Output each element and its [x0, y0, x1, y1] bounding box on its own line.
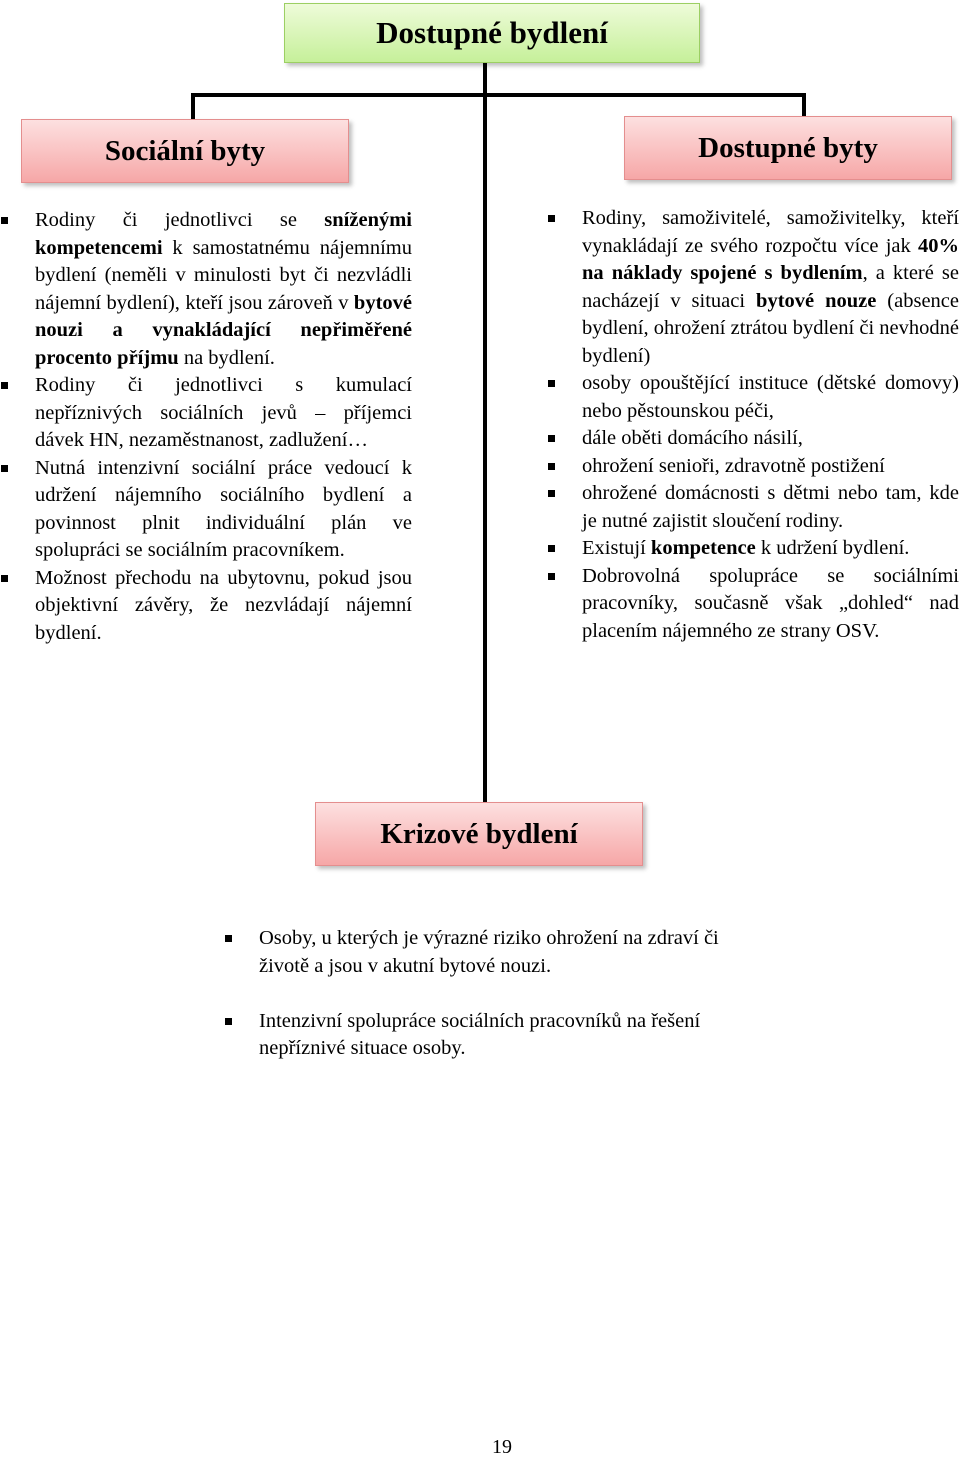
text-segment: Nutná intenzivní sociální práce vedoucí k udržení nájemního sociálního bydlení a povinnost plnit individuální plán ve spolupráci se sociálním pracovníkem. — [35, 456, 412, 561]
crisis-housing-title: Krizové bydlení — [380, 817, 578, 850]
list-item — [224, 925, 724, 980]
bold-text: 40% na náklady spojené s bydlením — [582, 234, 959, 284]
social-flats-title: Sociální byty — [104, 134, 266, 167]
text-segment: Dobrovolná spolupráce se sociálními pracovníky, současně však „dohled“ nad placením nájemného ze strany OSV. — [582, 564, 959, 642]
crisis-housing-box — [315, 802, 643, 866]
text-segment: Rodiny, samoživitelé, samoživitelky, kteří vynakládají ze svého rozpočtu více jak — [582, 207, 959, 257]
text-segment: Rodiny či jednotlivci s kumulací nepříznivých sociálních jevů – příjemci dávek HN, nezaměstnanost, zadlužení… — [35, 374, 412, 451]
text-segment: k udržení bydlení. — [755, 537, 910, 559]
connector-center-trunk — [483, 93, 487, 803]
list-item — [547, 425, 959, 453]
social-flats-box — [21, 119, 349, 183]
text-segment: , a které se nacházejí v situaci — [582, 262, 959, 312]
bold-text: bytové nouze — [756, 289, 877, 312]
text-segment: (absence bydlení, ohrožení ztrátou bydlení či nevhodné bydlení) — [582, 289, 960, 367]
connector-horizontal-bar — [191, 93, 806, 97]
affordable-flats-title: Dostupné byty — [698, 131, 878, 164]
list-item — [0, 455, 412, 565]
text-segment: ohrožení senioři, zdravotně postižení — [582, 454, 885, 477]
connector-right-drop — [802, 93, 806, 117]
text-segment: ohrožené domácnosti s dětmi nebo tam, kde je nutné zajistit sloučení rodiny. — [582, 482, 959, 532]
connector-top-stem — [483, 63, 487, 95]
text-segment: osoby opouštějící instituce (dětské domovy) nebo pěstounskou péči, — [582, 372, 959, 422]
list-item — [547, 480, 959, 535]
text-segment: Osoby, u kterých je výrazné riziko ohrožení na zdraví či životě a jsou v akutní bytové nouzi. — [259, 927, 719, 977]
bold-text: sníženými kompetencemi — [35, 209, 412, 259]
list-item — [547, 535, 959, 563]
affordable-flats-box — [624, 116, 952, 180]
text-segment: na bydlení. — [178, 346, 275, 369]
root-title: Dostupné bydlení — [376, 15, 608, 50]
list-item — [0, 372, 412, 455]
bold-text: bytové nouzi a vynakládající nepřiměřené procento příjmu — [35, 291, 412, 369]
list-item — [547, 563, 959, 646]
list-item — [547, 205, 959, 370]
list-item — [0, 207, 412, 372]
affordable-flats-criteria-list — [547, 205, 959, 645]
connector-left-drop — [191, 93, 195, 120]
text-segment: k samostatnému nájemnímu bydlení (neměli v minulosti byt či nezvládli nájemní bydlení), kteří jsou zároveň v — [35, 236, 412, 314]
text-segment: Intenzivní spolupráce sociálních pracovníků na řešení nepříznivé situace osoby. — [259, 1009, 701, 1059]
social-flats-criteria-list — [0, 207, 412, 647]
list-item — [0, 565, 412, 648]
page-number: 19 — [492, 1436, 512, 1458]
list-item — [547, 453, 959, 481]
text-segment: Existují — [582, 537, 651, 559]
crisis-housing-criteria-list — [224, 925, 724, 1090]
list-item — [547, 370, 959, 425]
text-segment: dále oběti domácího násilí, — [582, 427, 803, 449]
root-title-box — [284, 3, 700, 63]
text-segment: Rodiny či jednotlivci se — [35, 209, 325, 231]
text-segment: Možnost přechodu na ubytovnu, pokud jsou objektivní závěry, že nezvládají nájemní bydlení. — [35, 566, 412, 644]
list-item — [224, 1008, 724, 1063]
bold-text: kompetence — [650, 537, 756, 559]
